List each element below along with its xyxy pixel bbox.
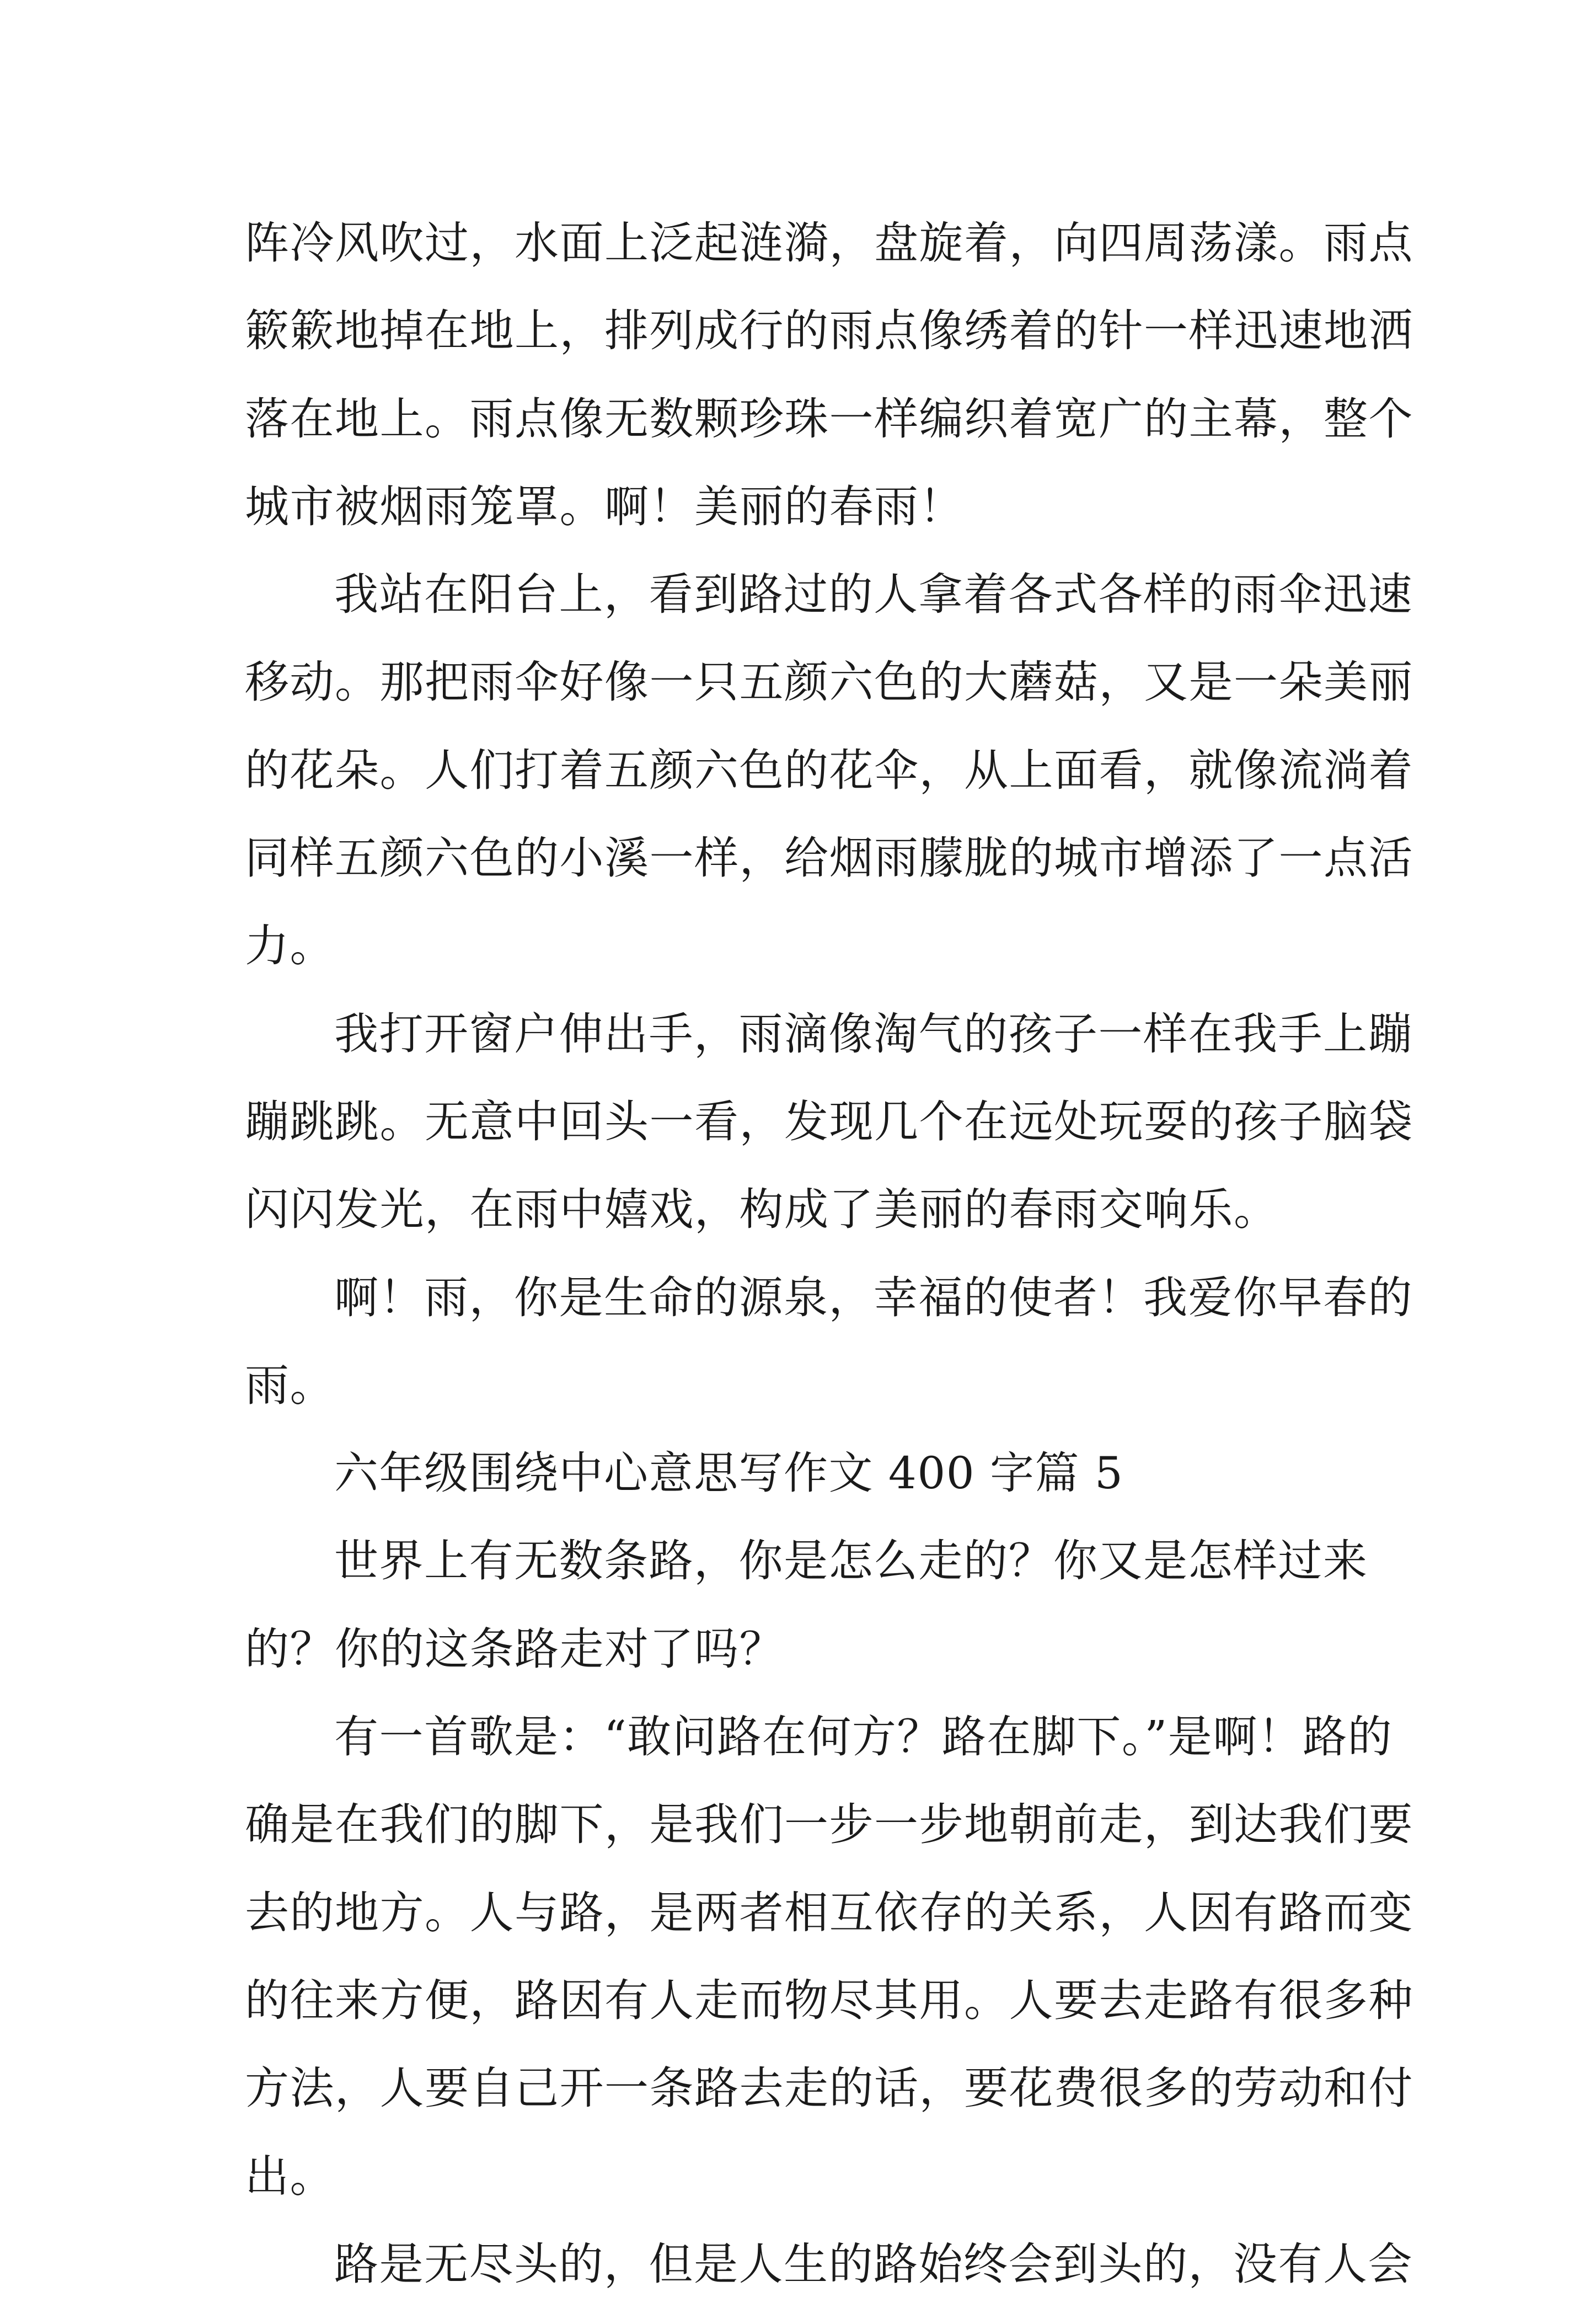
text-line: 去的地方。人与路，是两者相互依存的关系，人因有路而变 bbox=[245, 1887, 1413, 1938]
text-line: 路是无尽头的，但是人生的路始终会到头的，没有人会 bbox=[334, 2238, 1413, 2290]
text-line: 有一首歌是：“敢问路在何方？路在脚下。”是啊！路的 bbox=[334, 1711, 1393, 1763]
text-line: 六年级围绕中心意思写作文 400 字篇 5 bbox=[334, 1447, 1124, 1499]
text-line: 雨。 bbox=[245, 1359, 335, 1411]
text-line: 的花朵。人们打着五颜六色的花伞，从上面看，就像流淌着 bbox=[245, 744, 1413, 796]
text-line: 蹦跳跳。无意中回头一看，发现几个在远处玩耍的孩子脑袋 bbox=[245, 1096, 1413, 1147]
text-line: 的往来方便，路因有人走而物尽其用。人要去走路有很多种 bbox=[245, 1974, 1413, 2026]
text-line: 城市被烟雨笼罩。啊！美丽的春雨！ bbox=[245, 480, 964, 532]
text-line: 我站在阳台上，看到路过的人拿着各式各样的雨伞迅速 bbox=[334, 569, 1413, 621]
article-body bbox=[245, 199, 1413, 2308]
text-line: 我打开窗户伸出手，雨滴像淘气的孩子一样在我手上蹦 bbox=[334, 1008, 1413, 1060]
text-line: 出。 bbox=[245, 2150, 335, 2202]
text-line: 移动。那把雨伞好像一只五颜六色的大蘑菇，又是一朵美丽 bbox=[245, 656, 1413, 708]
text-line: 力。 bbox=[245, 920, 335, 972]
text-line: 同样五颜六色的小溪一样，给烟雨朦胧的城市增添了一点活 bbox=[245, 832, 1413, 884]
text-line: 方法，人要自己开一条路去走的话，要花费很多的劳动和付 bbox=[245, 2063, 1413, 2114]
text-line: 啊！雨，你是生命的源泉，幸福的使者！我爱你早春的 bbox=[334, 1271, 1413, 1323]
text-line: 世界上有无数条路，你是怎么走的？你又是怎样过来 bbox=[334, 1535, 1368, 1587]
text-line: 闪闪发光，在雨中嬉戏，构成了美丽的春雨交响乐。 bbox=[245, 1184, 1279, 1236]
text-line: 簌簌地掉在地上，排列成行的雨点像绣着的针一样迅速地洒 bbox=[245, 305, 1413, 357]
text-line: 阵冷风吹过，水面上泛起涟漪，盘旋着，向四周荡漾。雨点 bbox=[245, 217, 1413, 269]
text-line: 确是在我们的脚下，是我们一步一步地朝前走，到达我们要 bbox=[245, 1799, 1413, 1851]
text-line: 落在地上。雨点像无数颗珍珠一样编织着宽广的主幕，整个 bbox=[245, 393, 1413, 445]
text-line: 的？你的这条路走对了吗？ bbox=[245, 1623, 784, 1675]
